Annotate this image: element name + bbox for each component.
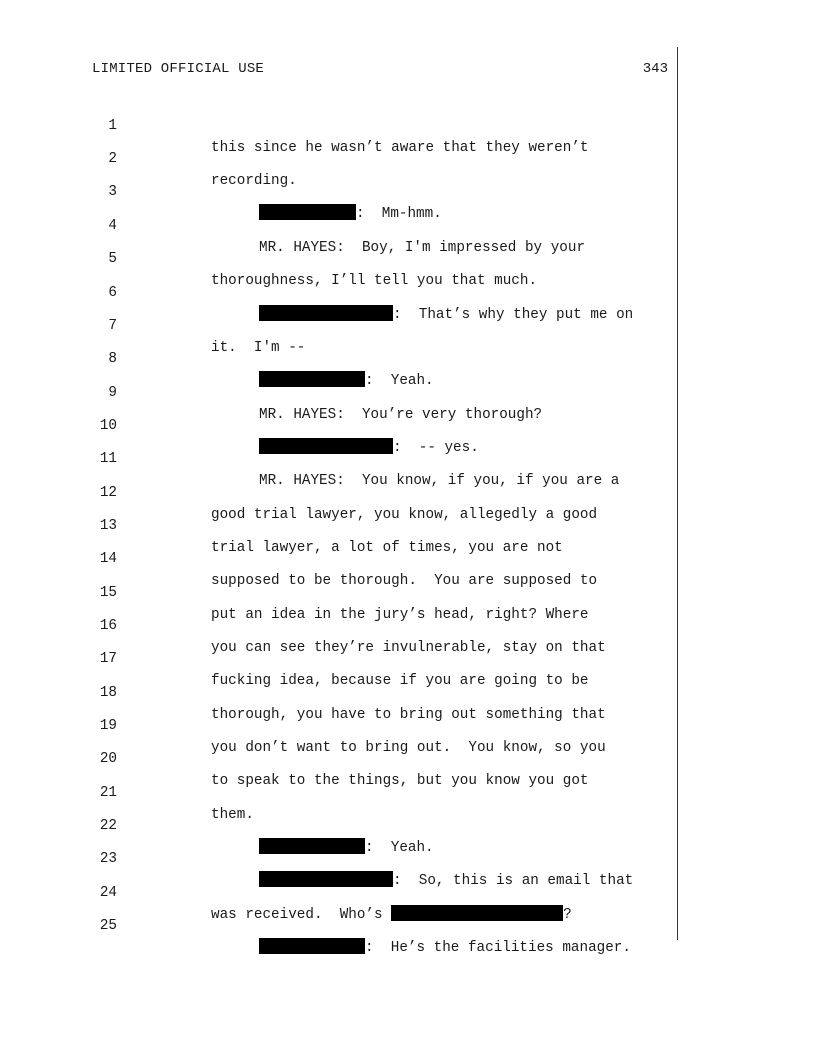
line-number: 8 (108, 351, 117, 367)
line-text: : So, this is an email that (393, 873, 634, 889)
line-number: 22 (99, 818, 117, 834)
line-text: MR. HAYES: Boy, I'm impressed by your (259, 240, 586, 256)
line-number: 7 (108, 318, 117, 334)
line-text: good trial lawyer, you know, allegedly a good (211, 507, 598, 523)
transcript-line (0, 626, 816, 689)
transcript-line (0, 526, 816, 589)
transcript-line (0, 726, 816, 789)
line-number: 21 (99, 785, 117, 801)
line-text: MR. HAYES: You know, if you, if you are a (259, 473, 620, 489)
speaker-line (259, 937, 631, 959)
line-number: 25 (99, 918, 117, 934)
line-text: : Mm-hmm. (356, 206, 442, 222)
line-number: 24 (99, 885, 117, 901)
line-number: 19 (99, 718, 117, 734)
line-text: thorough, you have to bring out something that (211, 707, 606, 723)
line-text: supposed to be thorough. You are supposed to (211, 573, 598, 589)
transcript-line (0, 193, 816, 256)
line-text: trial lawyer, a lot of times, you are not (211, 540, 563, 556)
line-text: : Yeah. (365, 373, 434, 389)
transcript-line (0, 360, 816, 423)
page-number: 343 (642, 61, 668, 77)
transcript-line (0, 460, 816, 523)
line-text: recording. (211, 173, 297, 189)
line-number: 20 (99, 751, 117, 767)
redaction-box (259, 938, 365, 954)
line-number: 16 (99, 618, 117, 634)
line-number: 1 (108, 118, 117, 134)
line-number: 15 (99, 585, 117, 601)
line-number: 5 (108, 251, 117, 267)
line-number: 9 (108, 385, 117, 401)
transcript-line (0, 826, 816, 889)
line-number: 18 (99, 685, 117, 701)
line-text: MR. HAYES: You’re very thorough? (259, 407, 543, 423)
line-text: put an idea in the jury’s head, right? Where (211, 607, 589, 623)
transcript-line (0, 793, 816, 856)
transcript-line (0, 560, 816, 623)
line-text: fucking idea, because if you are going to be (211, 673, 589, 689)
classification-header: LIMITED OFFICIAL USE (92, 61, 265, 77)
transcript-line (0, 660, 816, 723)
line-number: 23 (99, 851, 117, 867)
transcript-line (0, 593, 816, 656)
line-number: 3 (108, 184, 117, 200)
transcript-line (0, 126, 816, 189)
transcript-line (0, 293, 816, 356)
transcript-line (0, 760, 816, 823)
line-number: 10 (99, 418, 117, 434)
line-number: 6 (108, 285, 117, 301)
line-text: this since he wasn’t aware that they weren’t (211, 140, 589, 156)
line-text: : Yeah. (365, 840, 434, 856)
transcript-line (0, 393, 816, 456)
line-text-end: ? (563, 907, 572, 923)
line-text: : He’s the facilities manager. (365, 940, 631, 956)
transcript-line (0, 860, 816, 923)
transcript-line (0, 493, 816, 556)
transcript-line (0, 93, 816, 156)
line-text: thoroughness, I’ll tell you that much. (211, 273, 538, 289)
line-text: you don’t want to bring out. You know, so you (211, 740, 606, 756)
line-text: : -- yes. (393, 440, 479, 456)
line-number: 11 (99, 451, 117, 467)
transcript-line (0, 159, 816, 222)
line-number: 14 (99, 551, 117, 567)
line-number: 12 (99, 485, 117, 501)
line-text: : That’s why they put me on (393, 307, 634, 323)
line-number: 2 (108, 151, 117, 167)
transcript-line (0, 226, 816, 289)
transcript-line (0, 893, 816, 956)
transcript-line (0, 426, 816, 489)
transcript-line (0, 326, 816, 389)
line-text: them. (211, 807, 254, 823)
line-number: 13 (99, 518, 117, 534)
line-text: was received. Who’s (211, 907, 392, 923)
line-text: it. I'm -- (211, 340, 306, 356)
line-number: 4 (108, 218, 117, 234)
line-text: you can see they’re invulnerable, stay on that (211, 640, 606, 656)
transcript-line (0, 260, 816, 323)
line-text: to speak to the things, but you know you got (211, 773, 589, 789)
transcript-line (0, 693, 816, 756)
line-number: 17 (99, 651, 117, 667)
